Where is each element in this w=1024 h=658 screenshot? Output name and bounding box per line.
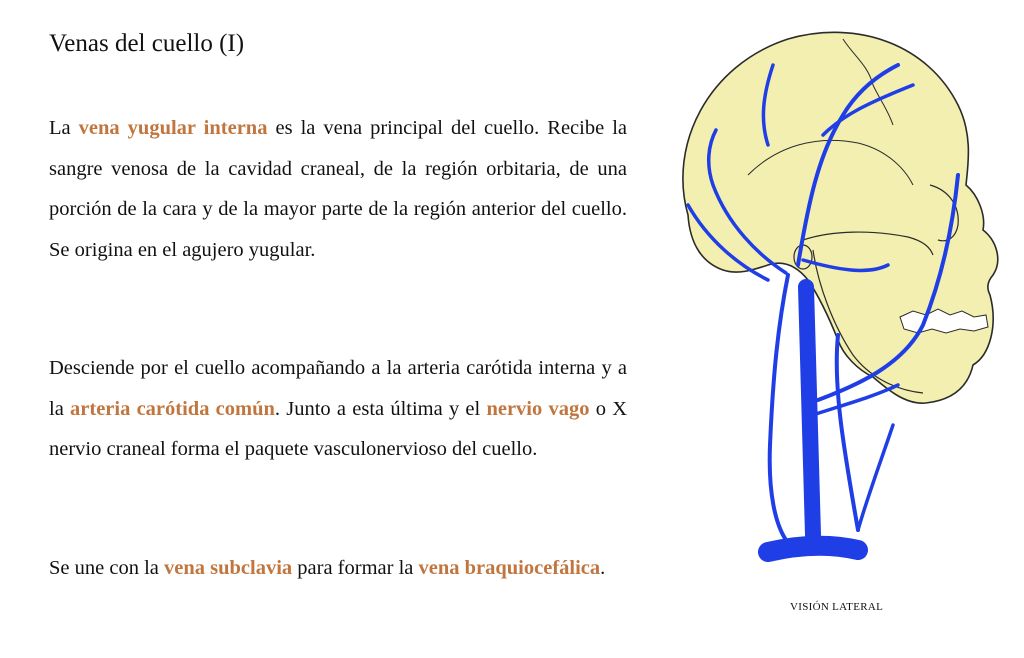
page-title: Venas del cuello (I) [49, 30, 245, 57]
paragraph-3 [49, 548, 627, 589]
text: es la vena principal del cuello. Recibe la sangre venosa de la cavidad craneal, de la región orbitaria, de una porción de la cara y de la mayor parte de la región anterior del cuello. Se origina en el agujero yugular. [49, 117, 628, 261]
term-vena-subclavia: vena subclavia [164, 557, 293, 579]
term-arteria-carotida-comun: arteria carótida común [70, 397, 275, 420]
text: . Junto a esta última y el [274, 397, 487, 420]
text: Se une con la [49, 557, 164, 579]
internal-jugular-vein [806, 287, 813, 535]
text: . [600, 557, 606, 579]
thyroid-vein [813, 385, 898, 415]
brachiocephalic-vein [768, 546, 858, 552]
term-vena-braquiocefalica: vena braquiocefálica [418, 557, 601, 579]
paragraph-1 [49, 108, 627, 270]
text: Desciende por el cuello acompañando a la arteria carótida interna y a la [49, 357, 627, 420]
skull-veins-illustration [668, 25, 1013, 570]
text: La [49, 117, 79, 139]
paragraph-2 [49, 348, 627, 470]
text: o X nervio craneal forma el paquete vasculonervioso del cuello. [49, 397, 627, 460]
figure-caption: VISIÓN LATERAL [790, 601, 884, 613]
external-jugular-vein [770, 275, 788, 540]
lower-branch [858, 425, 893, 530]
text: para formar la [292, 557, 419, 579]
term-nervio-vago: nervio vago [486, 397, 590, 420]
term-vena-yugular-interna: vena yugular interna [78, 117, 268, 139]
